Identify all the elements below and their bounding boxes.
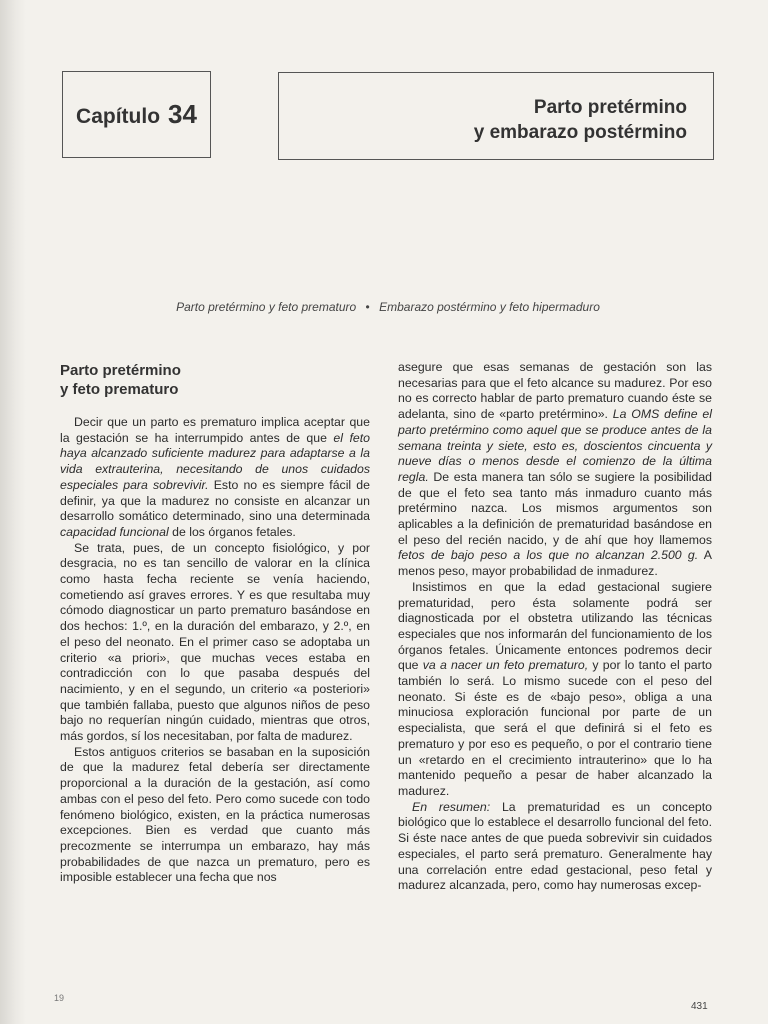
italic-run: va a nacer un feto prematuro, — [422, 658, 589, 673]
left-column — [60, 415, 370, 886]
section-heading — [60, 361, 370, 399]
italic-run: el feto haya alcanzado suficiente madurez para adaptarse a la vida extrauterina, necesitando de unos cuidados especiales para sobrevivir. — [60, 430, 370, 492]
contents-item-2: Embarazo postérmino y feto hipermaduro — [379, 300, 600, 314]
right-column — [398, 360, 712, 894]
text-run: Esto no es siempre fácil de definir, ya que la madurez no consiste en alcanzar un desarrollo somático determinado, sino una determinada — [60, 477, 370, 524]
text-run: asegure que esas semanas de gestación son las necesarias para que el feto alcance su madurez. Por eso no es correcto hablar de parto prematuro cuando éste se adelanta, sino de «parto pretérmino». — [398, 360, 712, 422]
italic-run: En resumen: — [412, 799, 491, 814]
text-run: Insistimos en que la edad gestacional sugiere prematuridad, pero ésta solamente podrá ser diagnosticada por el obstetra utilizando las técnicas especiales que nos informarán del funcionamiento de los órganos fetales. Únicamente entonces podremos decir que — [398, 579, 712, 673]
chapter-contents — [62, 300, 714, 314]
text-run: De esta manera tan sólo se sugiere la posibilidad de que el feto sea tanto más inmaduro cuanto más pretérmino nazca. Los mismos argumentos son aplicables a la definición de prematuridad basándose en el peso del recién nacido, y de ahí que hoy llamemos — [398, 469, 712, 547]
chapter-word: Capítulo — [76, 104, 161, 128]
paragraph — [60, 415, 370, 541]
section-heading-line2: y feto prematuro — [60, 381, 179, 398]
text-run: La prematuridad es un concepto biológico que lo establece el desarrollo funcional del feto. Si éste nace antes de que pueda sobrevivir sin cuidados especiales, el parto será prematuro. Generalmente hay una correlación entre edad gestacional, peso fetal y madurez alcanzada, pero, como hay numerosas excep- — [398, 799, 712, 893]
chapter-title-box — [278, 72, 714, 160]
chapter-label-box — [62, 71, 211, 158]
italic-run: fetos de bajo peso a los que no alcanzan 2.500 g. — [398, 548, 699, 563]
folio-mark: 19 — [54, 993, 65, 1003]
page-number: 431 — [691, 1001, 708, 1012]
paragraph: Estos antiguos criterios se basaban en la suposición de que la madurez fetal debería ser directamente proporcional a la duración de la gestación, así como ambas con el peso del feto. Pero como sucede con todo fenómeno biológico, existen, en la práctica numerosas excepciones. Bien es verdad que cuanto más precozmente se interrumpa un embarazo, hay más probabilidades de que nazca un prematuro, pero es imposible establecer una fecha que nos — [60, 744, 370, 885]
contents-separator: • — [365, 300, 370, 314]
chapter-title-line1: Parto pretérmino — [533, 97, 687, 118]
paragraph — [398, 580, 712, 800]
text-run: y por lo tanto el parto también lo será. Lo mismo sucede con el peso del neonato. Si éste es de «bajo peso», obliga a una minuciosa exploración funcional por parte de un especialista, que será el que definirá si el feto es prematuro y por eso es pequeño, o por el contrario tiene un «retardo en el crecimiento intrauterino» que lo ha mantenido pequeño a pesar de haber alcanzado la madurez. — [398, 658, 712, 798]
text-run: Decir que un parto es prematuro implica aceptar que la gestación se ha interrumpido antes de que — [60, 415, 370, 445]
paragraph: Se trata, pues, de un concepto fisiológico, y por desgracia, no es tan sencillo de valorar en la clínica como hasta fecha reciente se venía haciendo, cometiendo así graves errores. Y es que resultaba muy cómodo diagnosticar un parto prematuro basándose en dos hechos: 1.º, en la duración del embarazo, y 2.º, en el peso del neonato. En el primer caso se adoptaba un criterio «a priori», que muchas veces estaba en contradicción con lo que pasaba después del nacimiento, y en el segundo, un criterio «a posteriori» que también fallaba, puesto que algunos niños de peso bajo no requerían ningún cuidado, mientras que otros, más gordos, sí los necesitaban, por falta de madurez. — [60, 540, 370, 744]
italic-run: capacidad funcional — [60, 524, 169, 539]
italic-run: La OMS define el parto pretérmino como aquel que se produce antes de la semana treinta y siete, esto es, doscientos cincuenta y nueve días o menos desde el comienzo de la última regla. — [398, 407, 712, 484]
chapter-title-line2: y embarazo postérmino — [473, 122, 687, 143]
paragraph — [398, 360, 712, 580]
section-heading-line1: Parto pretérmino — [60, 362, 181, 379]
text-run: A menos peso, mayor probabilidad de inmadurez. — [398, 548, 712, 579]
book-spine-shadow — [0, 0, 26, 1024]
chapter-number: 34 — [168, 99, 197, 129]
text-run: de los órganos fetales. — [168, 524, 296, 539]
paragraph — [398, 800, 712, 894]
contents-item-1: Parto pretérmino y feto prematuro — [176, 300, 357, 314]
